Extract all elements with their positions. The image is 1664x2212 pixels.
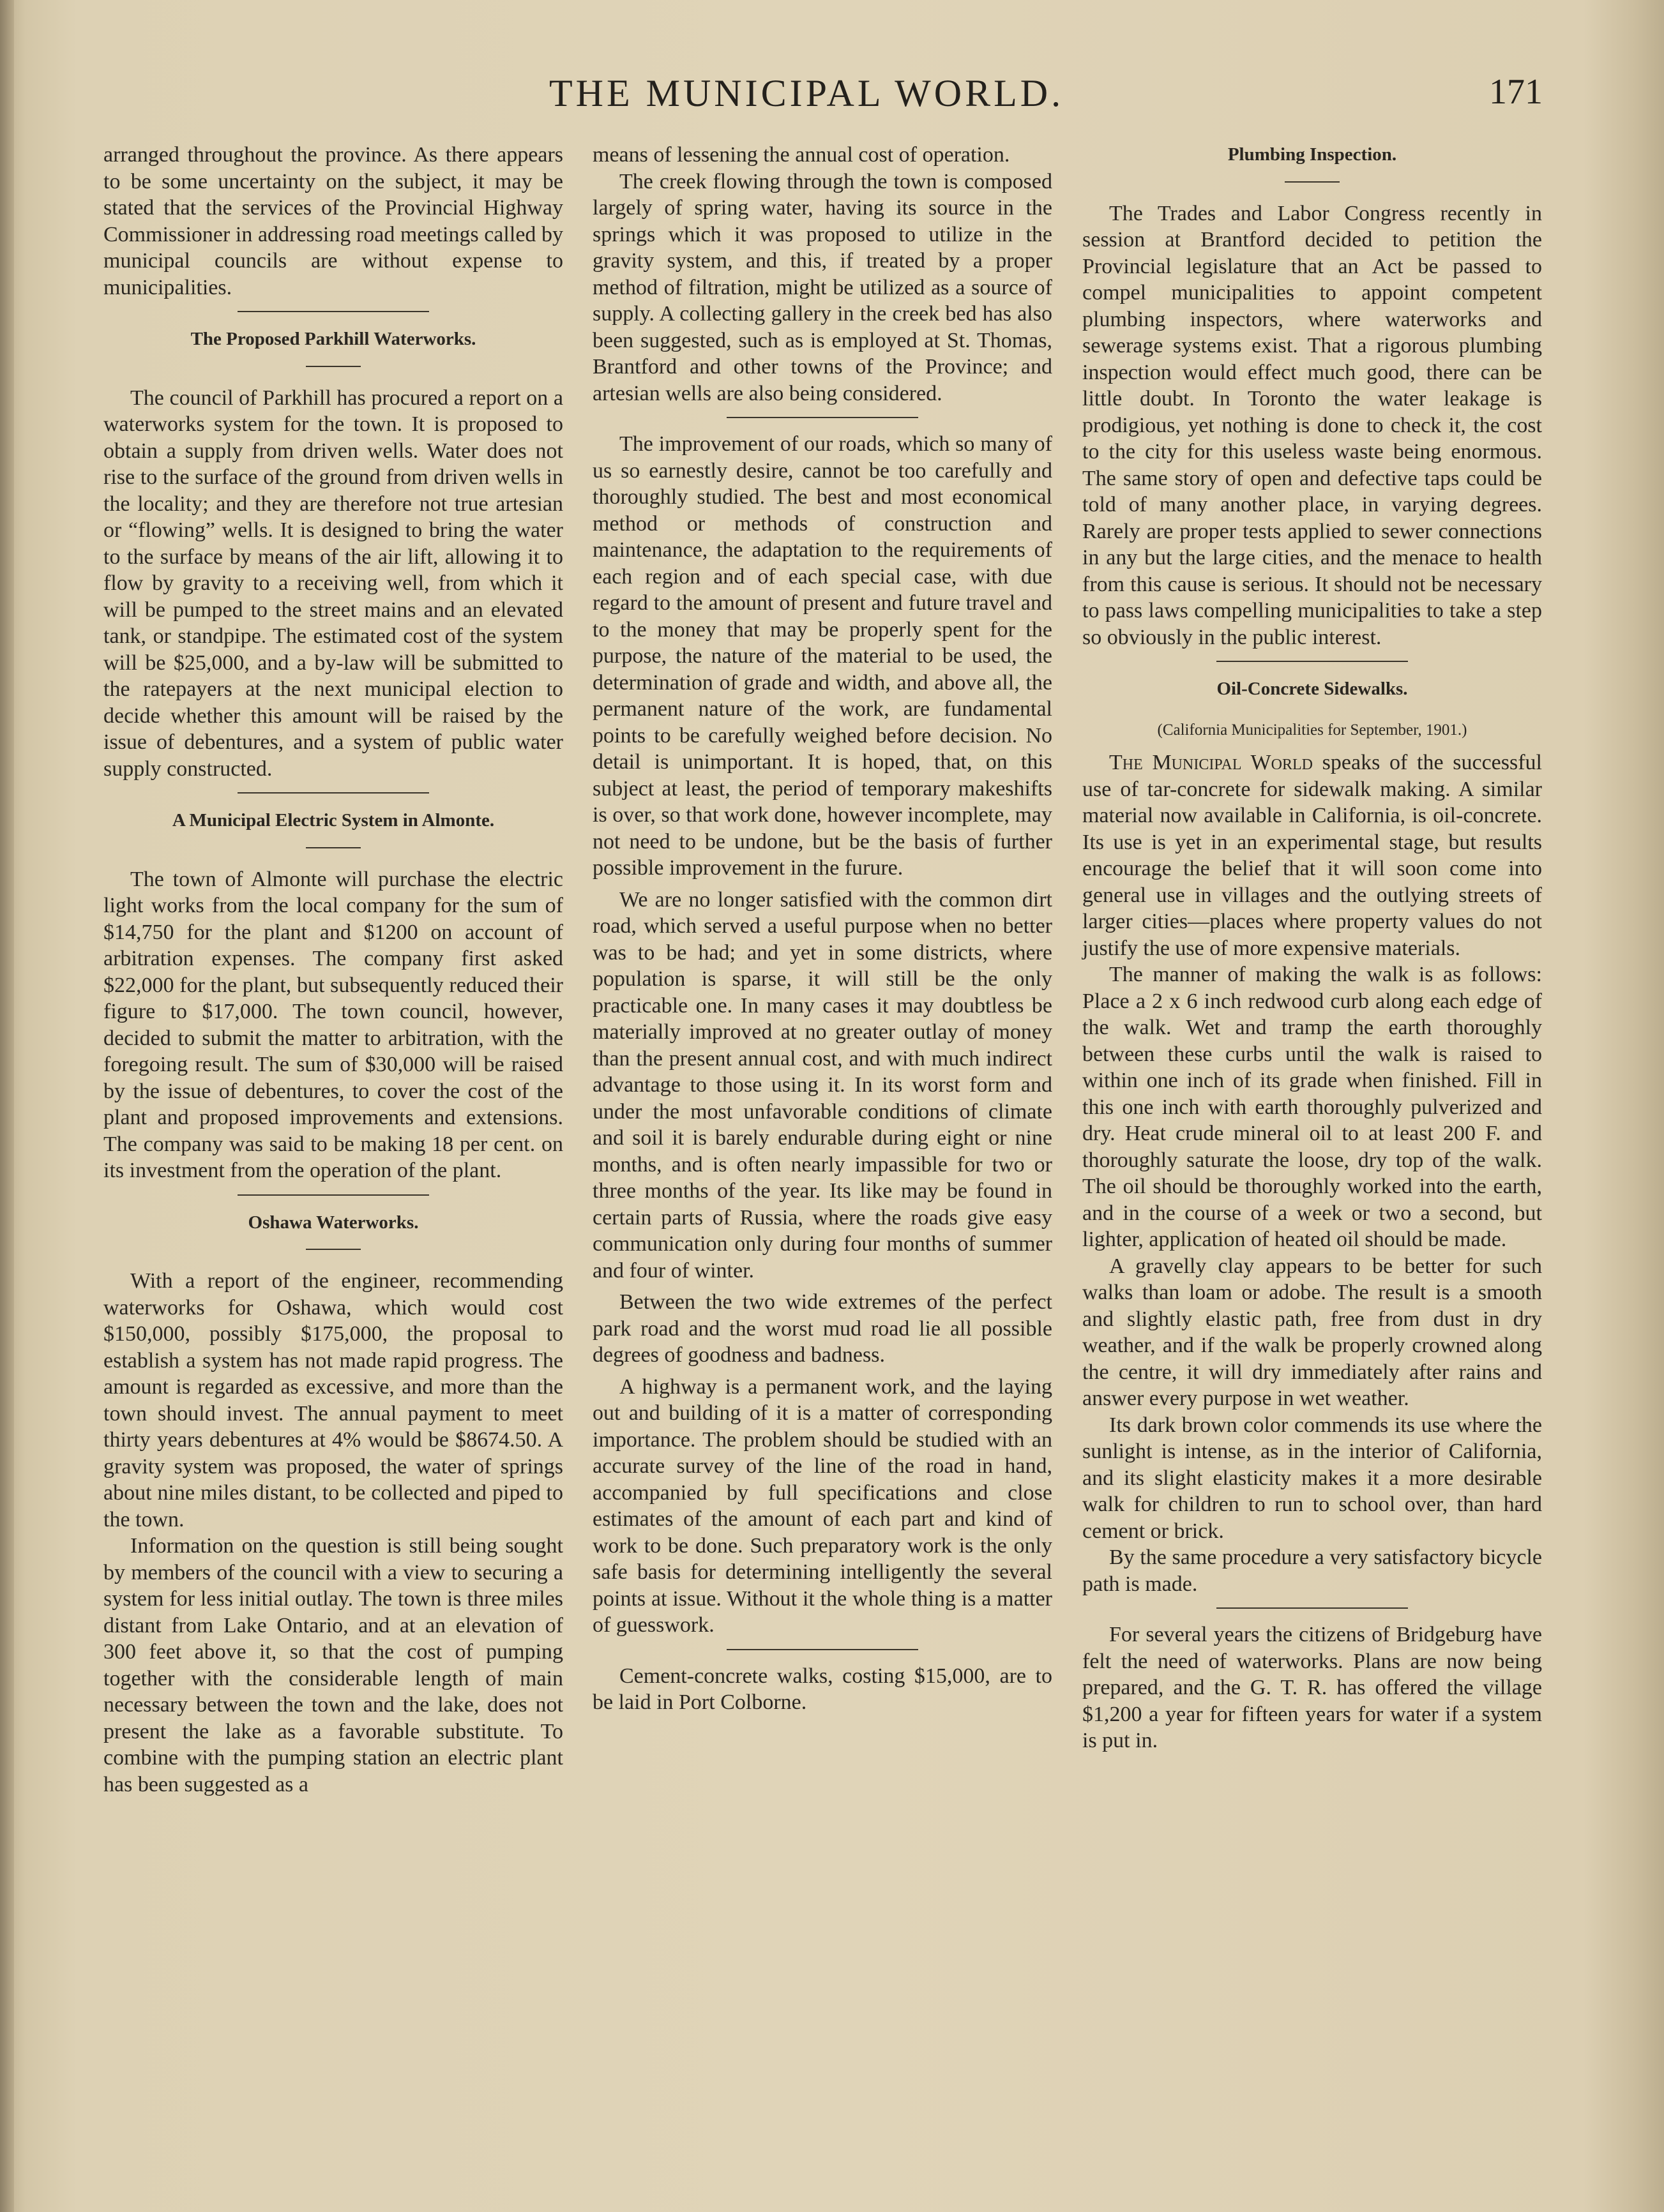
section-rule <box>1216 1607 1408 1609</box>
page-number: 171 <box>1489 72 1543 112</box>
section-rule <box>727 417 918 418</box>
masthead <box>0 71 1664 123</box>
heading-dash <box>306 847 361 848</box>
paragraph: The manner of making the walk is as follows: Place a 2 x 6 inch redwood curb along each edge of the walk. Wet and tramp the earth thoroughly between these curbs until the walk is raised to within one inch of its grade when finished. Fill in this one inch with earth thoroughly pulverized and dry. Heat crude mineral oil to at least 200 F. and thoroughly saturate the loose, dry top of the walk. The oil should be thoroughly worked into the earth, and in the course of a week or two a second, but lighter, application of heated oil should be made. <box>1082 963 1542 1251</box>
heading-dash <box>1285 181 1340 183</box>
paragraph: The creek flowing through the town is composed largely of spring water, having its source in the springs which it was proposed to utilize in the gravity system, and this, if treated by a proper method of filtration, might be utilized as a source of supply. A collecting gallery in the creek bed has also been suggested, such as is employed at St. Thomas, Brantford and other towns of the Province; and artesian wells are also being considered. <box>593 169 1052 405</box>
paragraph: Between the two wide extremes of the perfect park road and the worst mud road lie all possible degrees of goodness and badness. <box>593 1290 1052 1367</box>
paragraph: The council of Parkhill has procured a report on a waterworks system for the town. It is proposed to obtain a supply from driven wells. Water does not rise to the surface of the ground from driven wells in the locality; and they are therefore not true artesian or “flowing” wells. It is designed to bring the water to the surface by means of the air lift, allowing it to flow by gravity to a receiving well, from which it will be pumped to the street mains and an elevated tank, or standpipe. The estimated cost of the system will be $25,000, and a by-law will be submitted to the ratepayers at the next municipal election to decide whether this amount will be raised by the issue of debentures, and a system of public water supply constructed. <box>103 386 563 781</box>
paragraph <box>1082 749 1542 961</box>
section-heading-parkhill: The Proposed Parkhill Waterworks. <box>190 329 476 349</box>
column-1 <box>103 142 563 1798</box>
paragraph: The Trades and Labor Congress recently in session at Brantford decided to petition the Provincial legislature that an Act be passed to compel municipalities to appoint competent plumbing inspectors, where waterworks and sewerage systems exist. That a rigorous plumbing inspection would effect much good, there can be little doubt. In Toronto the water leakage is prodigious, yet nothing is done to check it, the cost to the city for this useless waste being enormous. The same story of open and defective taps could be told of many another place, in varying degrees. Rarely are proper tests applied to sewer connections in any but the large cities, and the menace to health from this cause is serious. It should not be necessary to pass laws compelling municipalities to take a step so obviously in the public interest. <box>1082 201 1542 649</box>
paragraph: Information on the question is still being sought by members of the council with a view to securing a system for less initial outlay. The town is three miles distant from Lake Ontario, and at an elevation of 300 feet above it, so that the cost of pumping together with the considerable length of main necessary between the town and the lake, does not present the lake as a favorable substitute. To combine with the pumping station an electric plant has been suggested as a <box>103 1534 563 1796</box>
heading-dash <box>306 366 361 367</box>
paragraph: The town of Almonte will purchase the electric light works from the local company for the sum of $14,750 for the plant and $1200 on account of arbitration expenses. The company first asked $22,000 for the plant, but subsequently reduced their figure to $17,000. The town council, however, decided to submit the matter to arbitration, with the foregoing result. The sum of $30,000 will be raised by the issue of debentures, to cover the cost of the plant and proposed improvements and extensions. The company was said to be making 18 per cent. on its investment from the operation of the plant. <box>103 867 563 1182</box>
paragraph: Its dark brown color commends its use where the sunlight is intense, as in the interior of California, and its slight elasticity makes it a more desirable walk for children to run to school over, than hard cement or brick. <box>1082 1413 1542 1543</box>
paragraph: With a report of the engineer, recommending waterworks for Oshawa, which would cost $150,000, possibly $175,000, the proposal to establish a system has not made rapid progress. The amount is regarded as excessive, and more than the town should invest. The annual payment to meet thirty years debentures at 4% would be $8674.50. A gravity system was proposed, the water of springs about nine miles distant, to be collected and piped to the town. <box>103 1269 563 1531</box>
paragraph: means of lessening the annual cost of operation. <box>593 143 1010 167</box>
section-rule <box>238 311 429 312</box>
paragraph: The improvement of our roads, which so many of us so earnestly desire, cannot be too carefully and thoroughly studied. The best and most economical method or methods of construction and maintenance, the adaptation to the requirements of each region and of each special case, with due regard to the amount of present and future travel and to the money that may be properly spent for the purpose, the nature of the material to be used, the determination of grade and width, and above all, the permanent nature of the work, are fundamental points to be carefully weighed before decision. No detail is unimportant. It is hoped, that, on this subject at least, the period of temporary makeshifts is over, so that work done, however incomplete, may not need to be undone, but be the basis of further possible improvement in the furure. <box>593 432 1052 880</box>
paragraph: By the same procedure a very satisfactory bicycle path is made. <box>1082 1546 1542 1596</box>
section-rule <box>1216 661 1408 662</box>
section-heading-oil-concrete: Oil-Concrete Sidewalks. <box>1216 679 1408 699</box>
publication-title: THE MUNICIPAL WORLD. <box>549 72 1064 114</box>
column-2 <box>593 142 1052 1716</box>
section-heading-almonte: A Municipal Electric System in Almonte. <box>172 810 495 831</box>
section-heading-oshawa: Oshawa Waterworks. <box>248 1212 419 1233</box>
paragraph: A gravelly clay appears to be better for such walks than loam or adobe. The result is a smooth and slightly elastic path, free from dust in dry weather, and if the walk be properly crowned along the centre, it will dry immediately after rains and answer every purpose in wet weather. <box>1082 1254 1542 1410</box>
paragraph: Cement-concrete walks, costing $15,000, are to be laid in Port Colborne. <box>593 1664 1052 1714</box>
section-rule <box>727 1649 918 1650</box>
section-rule <box>238 792 429 794</box>
paragraph: For several years the citizens of Bridgeburg have felt the need of waterworks. Plans are now being prepared, and the G. T. R. has offered the village $1,200 a year for fifteen years for water if a system is put in. <box>1082 1623 1542 1752</box>
section-rule <box>238 1194 429 1196</box>
heading-dash <box>306 1249 361 1250</box>
paragraph: A highway is a permanent work, and the laying out and building of it is a matter of corresponding importance. The problem should be studied with an accurate survey of the line of the road in hand, accompanied by full specifications and close estimates of the amount of each part and kind of work to be done. Such preparatory work is the only safe basis for determining intelligently the several points at issue. Without it the whole thing is a matter of guesswork. <box>593 1374 1052 1637</box>
column-3 <box>1082 142 1542 1754</box>
paragraph-text: speaks of the successful use of tar-concrete for sidewalk making. A similar material now available in California, is oil-concrete. Its use is yet in an experimental stage, but results encourage the belief that it will soon come into general use in villages and the outlying streets of larger cities—places where property values do not justify the use of more expensive materials. <box>1082 751 1542 960</box>
paragraph: arranged throughout the province. As there appears to be some uncertainty on the subject, it may be stated that the services of the Provincial Highway Commissioner in addressing road meetings called by municipal councils are without expense to municipalities. <box>103 143 563 299</box>
publication-name: The Municipal World <box>1109 751 1313 774</box>
section-heading-plumbing: Plumbing Inspection. <box>1227 144 1397 165</box>
page-binding-shadow <box>0 0 14 2212</box>
paragraph: We are no longer satisfied with the common dirt road, which served a useful purpose when no better was to be had; and yet in some districts, where population is sparse, it will still be the only practicable one. In many cases it may doubtless be materially improved at no greater outlay of money than the present annual cost, and with much indirect advantage to those using it. In its worst form and under the most unfavorable conditions of climate and soil it is barely endurable during eight or nine months, and is often nearly impassible for two or three months of the year. Its like may be found in certain parts of Russia, where the roads give easy communication only during four months of summer and four of winter. <box>593 887 1052 1283</box>
source-citation: (California Municipalities for September, 1901.) <box>1157 721 1467 739</box>
